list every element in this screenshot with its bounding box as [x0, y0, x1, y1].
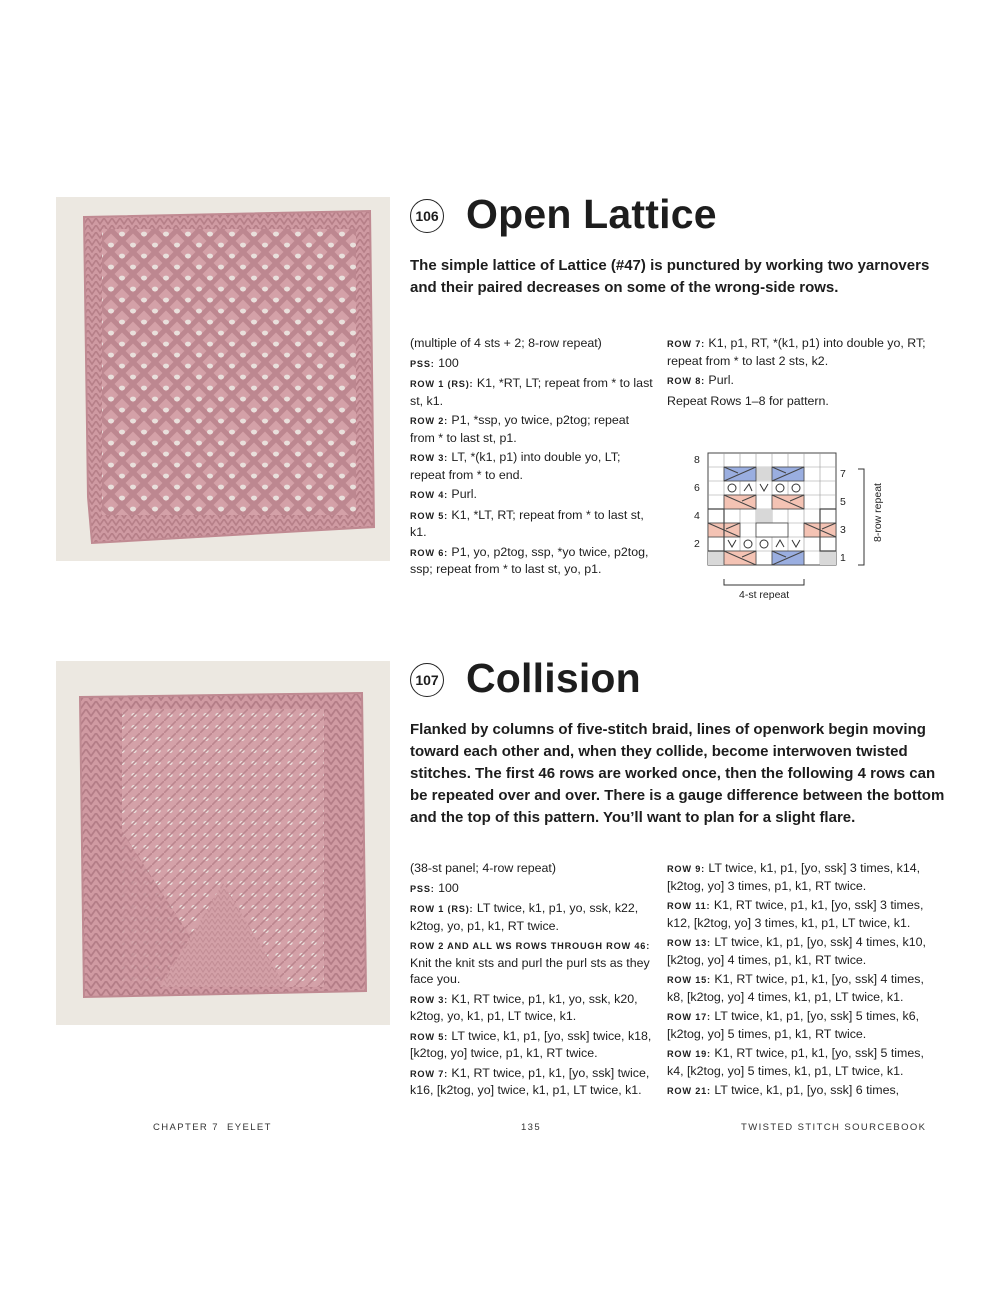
pattern-number-badge: 107 [410, 663, 444, 697]
chart-row-number: 8 [694, 454, 700, 466]
st-repeat-label: 4-st repeat [739, 589, 790, 601]
instruction-line: ROW 21: LT twice, k1, p1, [yo, ssk] 6 times, [667, 1083, 900, 1097]
pattern-title: Open Lattice [466, 191, 717, 237]
chart-row-number: 5 [840, 496, 846, 508]
instruction-line: ROW 11: K1, RT twice, p1, k1, [yo, ssk] 3 times, k12, [k2tog, yo] 3 times, k1, p1, LT twice, k1. [667, 898, 924, 930]
instruction-line: ROW 19: K1, RT twice, p1, k1, [yo, ssk] 5 times, k4, [k2tog, yo] 5 times, k1, p1, LT twice, k1. [667, 1046, 924, 1078]
instruction-line: ROW 15: K1, RT twice, p1, k1, [yo, ssk] 4 times, k8, [k2tog, yo] 4 times, k1, p1, LT twice, k1. [667, 972, 924, 1004]
instructions-left-column [410, 335, 655, 581]
instruction-line: ROW 3: K1, RT twice, p1, k1, yo, ssk, k20, k2tog, yo, k1, p1, LT twice, k1. [410, 991, 638, 1023]
instructions-left-column [410, 860, 655, 1102]
instruction-line: ROW 8: Purl. [667, 373, 734, 387]
instruction-line: ROW 2: P1, *ssp, yo twice, p2tog; repeat from * to last st, p1. [410, 413, 630, 445]
knitting-chart [680, 445, 900, 610]
chart-row-number: 3 [840, 524, 846, 536]
footer-book-title: TWISTED STITCH SOURCEBOOK [741, 1122, 927, 1133]
instruction-line: ROW 4: Purl. [410, 487, 477, 501]
instruction-line: ROW 13: LT twice, k1, p1, [yo, ssk] 4 times, k10, [k2tog, yo] 4 times, p1, k1, RT twice. [667, 935, 926, 967]
instruction-line: ROW 5: K1, *LT, RT; repeat from * to last st, k1. [410, 507, 644, 539]
instruction-line: ROW 5: LT twice, k1, p1, [yo, ssk] twice, k18, [k2tog, yo] twice, p1, k1, RT twice. [410, 1028, 652, 1060]
instructions-right-column [667, 335, 927, 412]
footer-chapter: CHAPTER 7 EYELET [153, 1122, 272, 1133]
instruction-line: PSS: 100 [410, 880, 459, 895]
instruction-line: PSS: 100 [410, 355, 459, 370]
instruction-line: (multiple of 4 sts + 2; 8-row repeat) [410, 336, 602, 350]
chart-row-number: 4 [694, 510, 700, 522]
instruction-line: ROW 9: LT twice, k1, p1, [yo, ssk] 3 times, k14, [k2tog, yo] 3 times, p1, k1, RT twice. [667, 861, 921, 893]
instruction-line: Repeat Rows 1–8 for pattern. [667, 393, 829, 408]
chart-row-number: 6 [694, 482, 700, 494]
chart-row-number: 1 [840, 552, 846, 564]
instruction-line: (38-st panel; 4-row repeat) [410, 861, 557, 875]
instructions-right-column [667, 860, 937, 1103]
instruction-line: ROW 7: K1, p1, RT, *(k1, p1) into double yo, RT; repeat from * to last 2 sts, k2. [667, 336, 926, 368]
instruction-line: ROW 1 (RS): K1, *RT, LT; repeat from * to last st, k1. [410, 376, 653, 408]
chart-row-number: 2 [694, 538, 700, 550]
pattern-intro: The simple lattice of Lattice (#47) is punctured by working two yarnovers and their paired decreases on some of the wrong-side rows. [410, 257, 930, 296]
pattern-title: Collision [466, 655, 641, 701]
open-lattice-swatch-photo [56, 197, 390, 561]
chart-row-number: 7 [840, 468, 846, 480]
collision-swatch-photo [56, 661, 390, 1025]
instruction-line: ROW 2 AND ALL WS ROWS THROUGH ROW 46: Knit the knit sts and purl the purl sts as they face you. [410, 941, 651, 986]
instruction-line: ROW 6: P1, yo, p2tog, ssp, *yo twice, p2tog, ssp; repeat from * to last st, yo, p1. [410, 544, 649, 576]
instruction-line: ROW 1 (RS): LT twice, k1, p1, yo, ssk, k22, k2tog, yo, p1, k1, RT twice. [410, 901, 639, 933]
pattern-number-badge: 106 [410, 199, 444, 233]
instruction-line: ROW 7: K1, RT twice, p1, k1, [yo, ssk] twice, k16, [k2tog, yo] twice, k1, p1, LT twice, k1. [410, 1065, 650, 1097]
footer-page-number: 135 [521, 1122, 542, 1133]
pattern-intro: Flanked by columns of five-stitch braid, lines of openwork begin moving toward each other and, when they collide, become interwoven twisted stitches. The first 46 rows are worked once, then the following 4 rows can be repeated over and over. There is a gauge difference between the bottom and the top of this pattern. You’ll want to plan for a slight flare. [410, 721, 945, 826]
instruction-line: ROW 17: LT twice, k1, p1, [yo, ssk] 5 times, k6, [k2tog, yo] 5 times, p1, k1, RT twice. [667, 1009, 920, 1041]
row-repeat-label: 8-row repeat [872, 483, 884, 542]
instruction-line: ROW 3: LT, *(k1, p1) into double yo, LT; repeat from * to end. [410, 450, 621, 482]
